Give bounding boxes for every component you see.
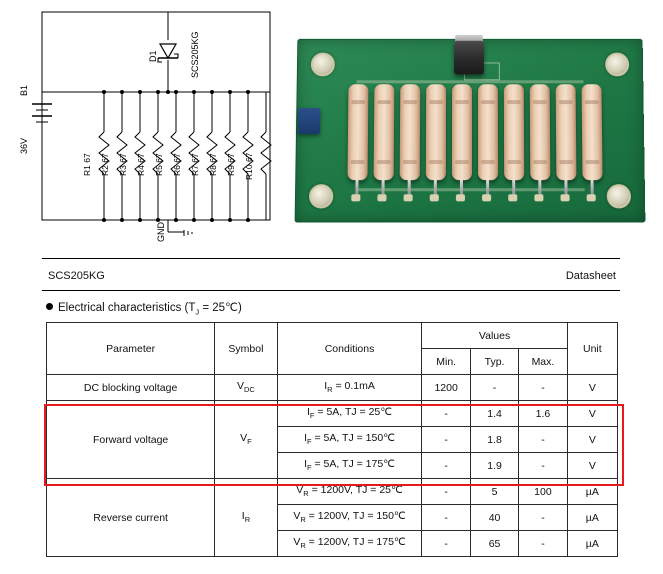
cell-conditions (277, 453, 422, 479)
resistor-body (504, 84, 524, 180)
solder-pad (377, 194, 386, 201)
cell-symbol (215, 479, 277, 557)
header-min: Min. (422, 349, 470, 375)
symbol-sub: F (247, 437, 252, 447)
cell-conditions (277, 479, 422, 505)
solder-pad (456, 194, 465, 201)
mount-hole (311, 53, 335, 77)
solder-pad (351, 194, 360, 201)
battery-ref: B1 (19, 84, 29, 96)
cond-tail: = 5A, TJ = 175℃ (311, 458, 395, 471)
mount-hole (607, 184, 631, 208)
section-title-tail: = 25℃) (199, 302, 242, 314)
cell-unit: V (567, 401, 617, 427)
cell-unit: V (567, 375, 617, 401)
cell-typ: 5 (470, 479, 518, 505)
cond-sub: R (300, 541, 306, 551)
header-parameter: Parameter (47, 323, 215, 375)
cond-main: V (296, 484, 304, 497)
diode-part: SCS205KG (190, 31, 200, 78)
cell-min: - (422, 505, 470, 531)
resistor-body (530, 84, 551, 180)
cond-tail: = 0.1mA (332, 380, 375, 393)
sic-diode-device (454, 41, 484, 75)
resistor-body (347, 84, 368, 180)
resistor-body (556, 84, 577, 180)
bullet-icon (46, 303, 53, 310)
cond-main: I (324, 380, 328, 393)
solder-pad (404, 194, 413, 201)
datasheet-header (48, 270, 616, 282)
symbol-main: V (237, 380, 245, 393)
blue-connector (298, 108, 320, 134)
cond-main: I (304, 432, 307, 445)
cell-typ: 1.4 (470, 401, 518, 427)
cell-symbol (215, 375, 277, 401)
cond-tail: = 5A, TJ = 25℃ (314, 406, 393, 419)
header-symbol: Symbol (215, 323, 277, 375)
page-divider (42, 258, 620, 259)
cell-max: - (519, 505, 567, 531)
table-row (47, 401, 618, 427)
cond-sub: F (309, 411, 315, 421)
cell-unit: µA (567, 505, 617, 531)
table-header-row (47, 323, 618, 349)
header-unit: Unit (567, 323, 617, 375)
cell-unit: µA (567, 479, 617, 505)
part-number: SCS205KG (48, 270, 105, 282)
cell-conditions (277, 401, 422, 427)
mount-hole (605, 53, 629, 77)
battery-value: 36V (19, 137, 29, 154)
header-rule (42, 290, 620, 291)
pcb-trace (356, 80, 583, 83)
table-row (47, 375, 618, 401)
solder-pad (430, 194, 439, 201)
section-title-sub: J (195, 307, 200, 317)
cell-conditions (277, 531, 422, 557)
cell-min: - (422, 401, 470, 427)
header-conditions: Conditions (277, 323, 422, 375)
cell-min: 1200 (422, 375, 470, 401)
cell-min: - (422, 427, 470, 453)
resistor-body (452, 84, 472, 180)
schematic-svg (18, 4, 288, 244)
cell-typ: 65 (470, 531, 518, 557)
cell-min: - (422, 531, 470, 557)
solder-pad (561, 194, 570, 201)
cond-sub: R (327, 385, 333, 395)
cell-symbol (215, 401, 277, 479)
pcb-trace (355, 188, 584, 191)
resistor-label-r9: R9 67 (226, 153, 236, 176)
resistor-label-r1: R1 67 (82, 153, 92, 176)
cond-main: I (306, 406, 310, 419)
cond-sub: R (303, 489, 309, 499)
section-title (46, 300, 242, 316)
section-title-main: Electrical characteristics (T (58, 302, 196, 314)
pcb-photo (296, 38, 644, 222)
resistor-label-r4: R4 67 (136, 153, 146, 176)
symbol-main: V (240, 432, 248, 445)
resistor-label-r3: R3 67 (118, 153, 128, 176)
resistor-label-r6: R6 67 (172, 153, 182, 176)
cell-max: 1.6 (519, 401, 567, 427)
resistor-label-r5: R5 67 (154, 153, 164, 176)
cell-min: - (422, 453, 470, 479)
resistor-label-r7: R7 67 (190, 153, 200, 176)
cell-typ: 1.8 (470, 427, 518, 453)
figure-area (0, 0, 663, 250)
resistor-label-r10: R10 67 (244, 152, 254, 180)
cell-conditions (277, 427, 422, 453)
cond-sub: F (306, 437, 312, 447)
symbol-sub: R (244, 515, 251, 525)
doc-type: Datasheet (565, 270, 616, 282)
solder-pad (587, 194, 596, 201)
header-max: Max. (519, 349, 567, 375)
resistor-body (400, 84, 421, 180)
ground-label: GND (156, 222, 166, 242)
solder-pad (508, 194, 517, 201)
cell-max: - (519, 427, 567, 453)
cell-min: - (422, 479, 470, 505)
cell-unit: µA (567, 531, 617, 557)
cond-main: I (304, 458, 307, 471)
cell-typ: - (470, 375, 518, 401)
cond-main: V (293, 510, 301, 523)
resistor-body (374, 84, 395, 180)
cond-tail: = 1200V, TJ = 25℃ (308, 484, 403, 497)
cond-sub: F (306, 463, 312, 473)
resistor-label-r2: R2 67 (100, 153, 110, 176)
cell-parameter: Reverse current (47, 479, 215, 557)
cell-conditions (277, 505, 422, 531)
cell-max: - (519, 453, 567, 479)
cell-max: - (519, 531, 567, 557)
cond-tail: = 1200V, TJ = 175℃ (305, 536, 406, 549)
header-typ: Typ. (470, 349, 518, 375)
resistor-body (478, 84, 498, 180)
cond-tail: = 5A, TJ = 150℃ (311, 432, 395, 445)
cell-unit: V (567, 427, 617, 453)
symbol-main: I (241, 510, 245, 523)
resistor-body (426, 84, 446, 180)
pcb-board (295, 39, 646, 223)
electrical-characteristics-table (46, 322, 618, 557)
cell-unit: V (567, 453, 617, 479)
cell-typ: 1.9 (470, 453, 518, 479)
cell-parameter: Forward voltage (47, 401, 215, 479)
cond-main: V (293, 536, 301, 549)
diode-ref: D1 (148, 50, 158, 62)
cell-conditions (277, 375, 422, 401)
resistor-body (582, 84, 603, 180)
cond-tail: = 1200V, TJ = 150℃ (305, 510, 406, 523)
solder-pad (534, 194, 543, 201)
cond-sub: R (300, 515, 306, 525)
cell-parameter: DC blocking voltage (47, 375, 215, 401)
cell-max: 100 (519, 479, 567, 505)
solder-pad (482, 194, 491, 201)
cell-typ: 40 (470, 505, 518, 531)
resistor-label-r8: R8 67 (208, 153, 218, 176)
cell-max: - (519, 375, 567, 401)
circuit-schematic (18, 4, 288, 244)
symbol-sub: DC (244, 385, 255, 395)
table-row (47, 479, 618, 505)
header-values: Values (422, 323, 567, 349)
